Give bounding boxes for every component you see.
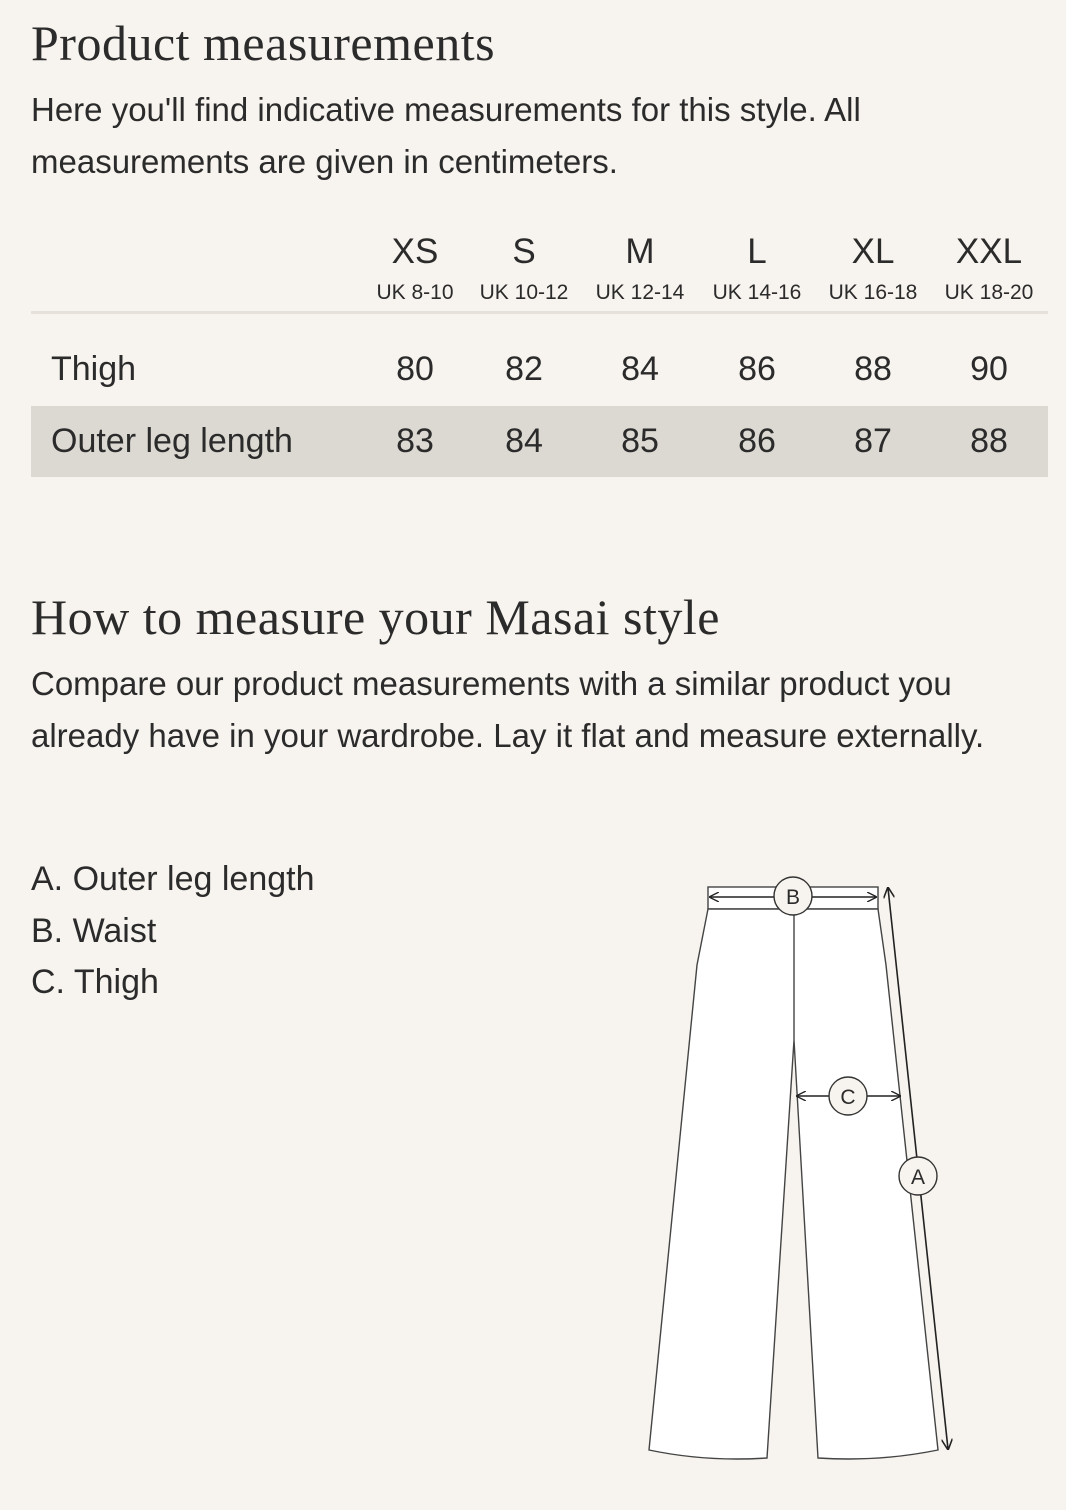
legend-item-b: B. Waist — [31, 911, 157, 950]
size-uk: UK 10-12 — [479, 281, 569, 304]
size-label: XS — [391, 232, 439, 271]
marker-a-label: A — [910, 1166, 926, 1189]
table-cell: 84 — [621, 350, 659, 388]
product-measurements-title: Product measurements — [31, 15, 496, 71]
table-cell: 87 — [854, 422, 892, 460]
size-uk: UK 18-20 — [944, 281, 1034, 304]
row-label: Outer leg length — [51, 422, 293, 460]
size-label: L — [747, 232, 767, 271]
size-label: S — [512, 232, 536, 271]
size-label: XL — [851, 232, 895, 271]
table-cell: 86 — [738, 422, 776, 460]
table-cell: 83 — [396, 422, 434, 460]
measurements-intro: Here you'll find indicative measurements for this style. All measurements are given in centimeters. — [31, 91, 861, 180]
marker-b-label: B — [785, 886, 801, 909]
table-cell: 88 — [970, 422, 1008, 460]
size-uk: UK 12-14 — [595, 281, 685, 304]
size-uk: UK 16-18 — [828, 281, 918, 304]
size-uk: UK 8-10 — [376, 281, 454, 304]
marker-a — [899, 1157, 937, 1195]
how-to-intro: Compare our product measurements with a similar product you already have in your wardrobe. Lay it flat and measure externally. — [31, 665, 985, 754]
table-cell: 90 — [970, 350, 1008, 388]
size-label: XXL — [955, 232, 1023, 271]
table-cell: 80 — [396, 350, 434, 388]
table-cell: 85 — [621, 422, 659, 460]
table-cell: 88 — [854, 350, 892, 388]
legend-item-a: A. Outer leg length — [31, 860, 315, 898]
size-label: M — [625, 232, 655, 271]
marker-b — [774, 877, 812, 915]
row-label: Thigh — [51, 350, 137, 388]
marker-c — [829, 1077, 867, 1115]
table-cell: 86 — [738, 350, 776, 388]
legend-item-c: C. Thigh — [31, 963, 159, 1001]
table-cell: 84 — [505, 422, 543, 460]
marker-c-label: C — [840, 1086, 856, 1109]
trousers-outline — [649, 887, 938, 1459]
size-uk: UK 14-16 — [712, 281, 802, 304]
table-cell: 82 — [505, 350, 543, 388]
how-to-measure-title: How to measure your Masai style — [31, 589, 720, 645]
